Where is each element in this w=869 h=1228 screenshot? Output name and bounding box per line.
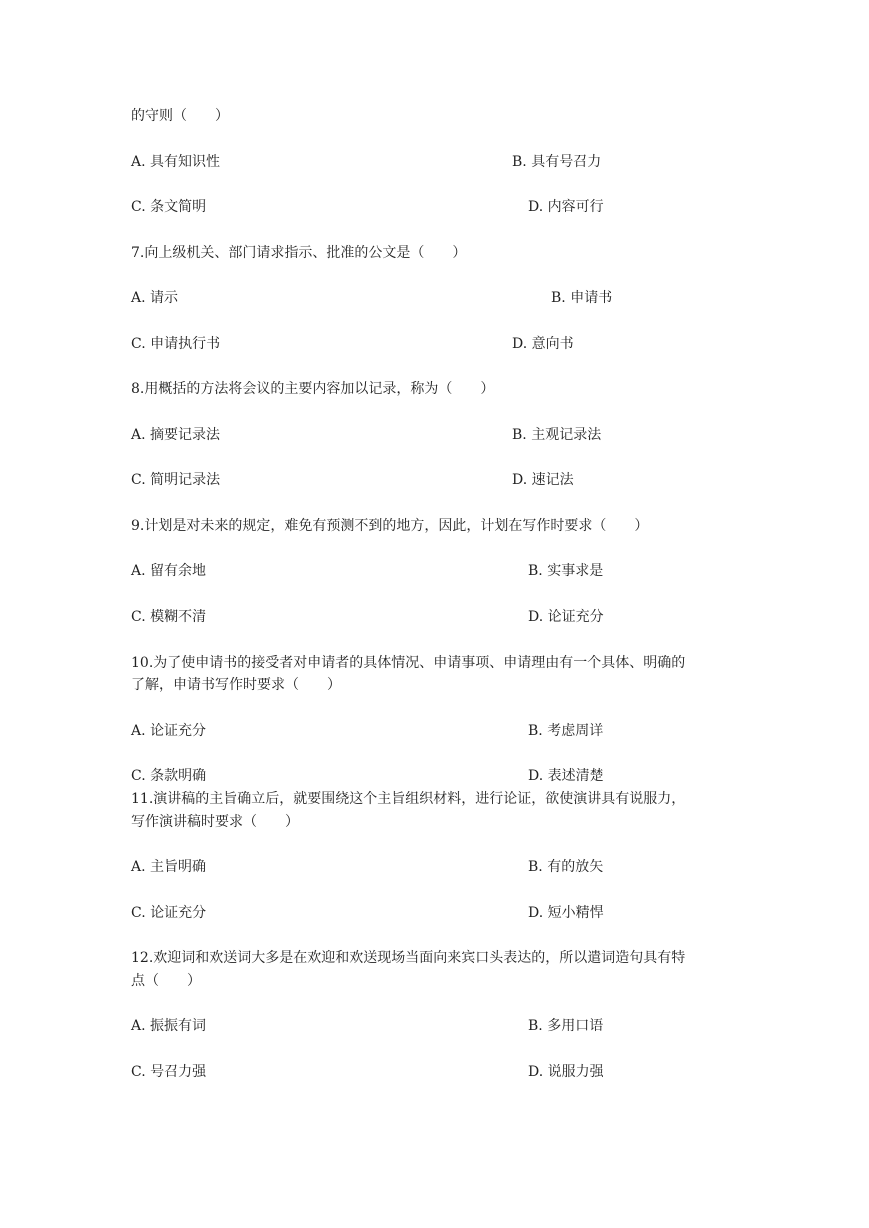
option-c: C. 号召力强 xyxy=(131,1064,207,1080)
option-c: C. 论证充分 xyxy=(131,905,207,921)
option-a: A. 主旨明确 xyxy=(131,859,207,875)
question-12-continuation: 点（ ） xyxy=(131,973,201,989)
option-b: B. 考虑周详 xyxy=(528,723,604,739)
option-a: A. 振振有词 xyxy=(131,1018,207,1034)
option-c: C. 条文简明 xyxy=(131,199,207,215)
question-11-continuation: 写作演讲稿时要求（ ） xyxy=(131,814,299,830)
option-b: B. 多用口语 xyxy=(528,1018,604,1034)
option-a: A. 请示 xyxy=(131,290,179,306)
option-d: D. 说服力强 xyxy=(528,1064,604,1080)
option-d: D. 论证充分 xyxy=(528,609,604,625)
question-12: 12.欢迎词和欢送词大多是在欢迎和欢送现场当面向来宾口头表达的，所以遣词造句具有特 xyxy=(131,950,686,966)
option-b: B. 有的放矢 xyxy=(528,859,604,875)
option-b: B. 申请书 xyxy=(551,290,613,306)
option-d: D. 意向书 xyxy=(512,336,574,352)
option-b: B. 具有号召力 xyxy=(512,154,602,170)
option-d: D. 速记法 xyxy=(512,472,574,488)
question-7: 7.向上级机关、部门请求指示、批准的公文是（ ） xyxy=(131,245,467,261)
option-c: C. 模糊不清 xyxy=(131,609,207,625)
question-10-continuation: 了解，申请书写作时要求（ ） xyxy=(131,677,341,693)
option-c: C. 申请执行书 xyxy=(131,336,221,352)
question-10: 10.为了使申请书的接受者对申请者的具体情况、申请事项、申请理由有一个具体、明确的 xyxy=(131,655,686,671)
option-d: D. 短小精悍 xyxy=(528,905,604,921)
question-11: 11.演讲稿的主旨确立后，就要围绕这个主旨组织材料，进行论证，欲使演讲具有说服力， xyxy=(131,791,686,807)
option-b: B. 实事求是 xyxy=(528,563,604,579)
option-a: A. 摘要记录法 xyxy=(131,427,221,443)
option-a: A. 论证充分 xyxy=(131,723,207,739)
option-b: B. 主观记录法 xyxy=(512,427,602,443)
option-a: A. 留有余地 xyxy=(131,563,207,579)
option-c: C. 简明记录法 xyxy=(131,472,221,488)
option-a: A. 具有知识性 xyxy=(131,154,221,170)
option-d: D. 表述清楚 xyxy=(528,768,604,784)
option-d: D. 内容可行 xyxy=(528,199,604,215)
question-continuation: 的守则（ ） xyxy=(131,108,229,124)
question-8: 8.用概括的方法将会议的主要内容加以记录，称为（ ） xyxy=(131,381,495,397)
question-9: 9.计划是对未来的规定，难免有预测不到的地方，因此，计划在写作时要求（ ） xyxy=(131,518,649,534)
option-c: C. 条款明确 xyxy=(131,768,207,784)
